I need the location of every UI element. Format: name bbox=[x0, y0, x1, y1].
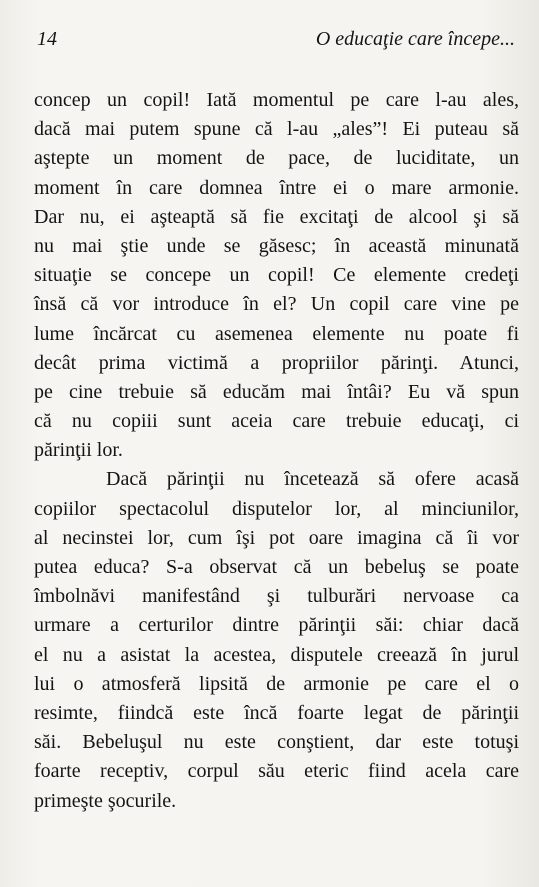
text-line: copiilor spectacolul disputelor lor, al minciunilor, bbox=[34, 497, 519, 520]
text-line: concep un copil! Iată momentul pe care l-au ales, bbox=[34, 89, 519, 111]
body-text bbox=[34, 86, 519, 816]
text-line: moment în care domnea între ei o mare armonie. bbox=[34, 176, 519, 199]
paragraph-1 bbox=[34, 86, 519, 465]
paragraph-2 bbox=[34, 465, 519, 815]
text-line: primeşte şocurile. bbox=[34, 789, 177, 812]
text-line: aştepte un moment de pace, de luciditate, un bbox=[34, 147, 519, 170]
text-line: situaţie se concepe un copil! Ce elemente credeţi bbox=[34, 264, 519, 287]
text-line: însă că vor introduce în el? Un copil care vine pe bbox=[34, 293, 519, 316]
text-line: pe cine trebuie să educăm mai întâi? Eu vă spun bbox=[34, 380, 519, 403]
text-line: urmare a certurilor dintre părinţii săi: chiar dacă bbox=[34, 614, 519, 637]
text-line: îmbolnăvi manifestând şi tulburări nervoase ca bbox=[34, 585, 519, 608]
text-line: că nu copiii sunt aceia care trebuie educaţi, ci bbox=[34, 410, 519, 433]
page-number: 14 bbox=[37, 28, 57, 50]
text-line: lume încărcat cu asemenea elemente nu poate fi bbox=[34, 322, 519, 345]
page-header bbox=[37, 28, 515, 56]
text-line: părinţii lor. bbox=[34, 439, 123, 462]
text-line: decât prima victimă a propriilor părinţi. Atunci, bbox=[34, 351, 519, 374]
text-line: Dar nu, ei aşteaptă să fie excitaţi de alcool şi să bbox=[34, 205, 519, 228]
text-line: dacă mai putem spune că l-au „ales”! Ei puteau să bbox=[34, 118, 519, 141]
text-line: resimte, fiindcă este încă foarte legat de părinţii bbox=[34, 701, 519, 724]
text-line: al necinstei lor, cum îşi pot oare imagina că îi vor bbox=[34, 526, 519, 549]
text-line: nu mai ştie unde se găsesc; în această minunată bbox=[34, 234, 519, 257]
text-line: foarte receptiv, corpul său eteric fiind acela care bbox=[34, 760, 519, 783]
text-line: Dacă părinţii nu încetează să ofere acasă bbox=[106, 468, 519, 491]
running-title: O educaţie care începe... bbox=[315, 28, 515, 50]
text-line: el nu a asistat la acestea, disputele creează în jurul bbox=[34, 643, 519, 666]
text-line: putea educa? S-a observat că un bebeluş se poate bbox=[34, 556, 519, 578]
text-line: lui o atmosferă lipsită de armonie pe care el o bbox=[34, 672, 519, 695]
text-line: săi. Bebeluşul nu este conştient, dar este totuşi bbox=[34, 731, 519, 754]
